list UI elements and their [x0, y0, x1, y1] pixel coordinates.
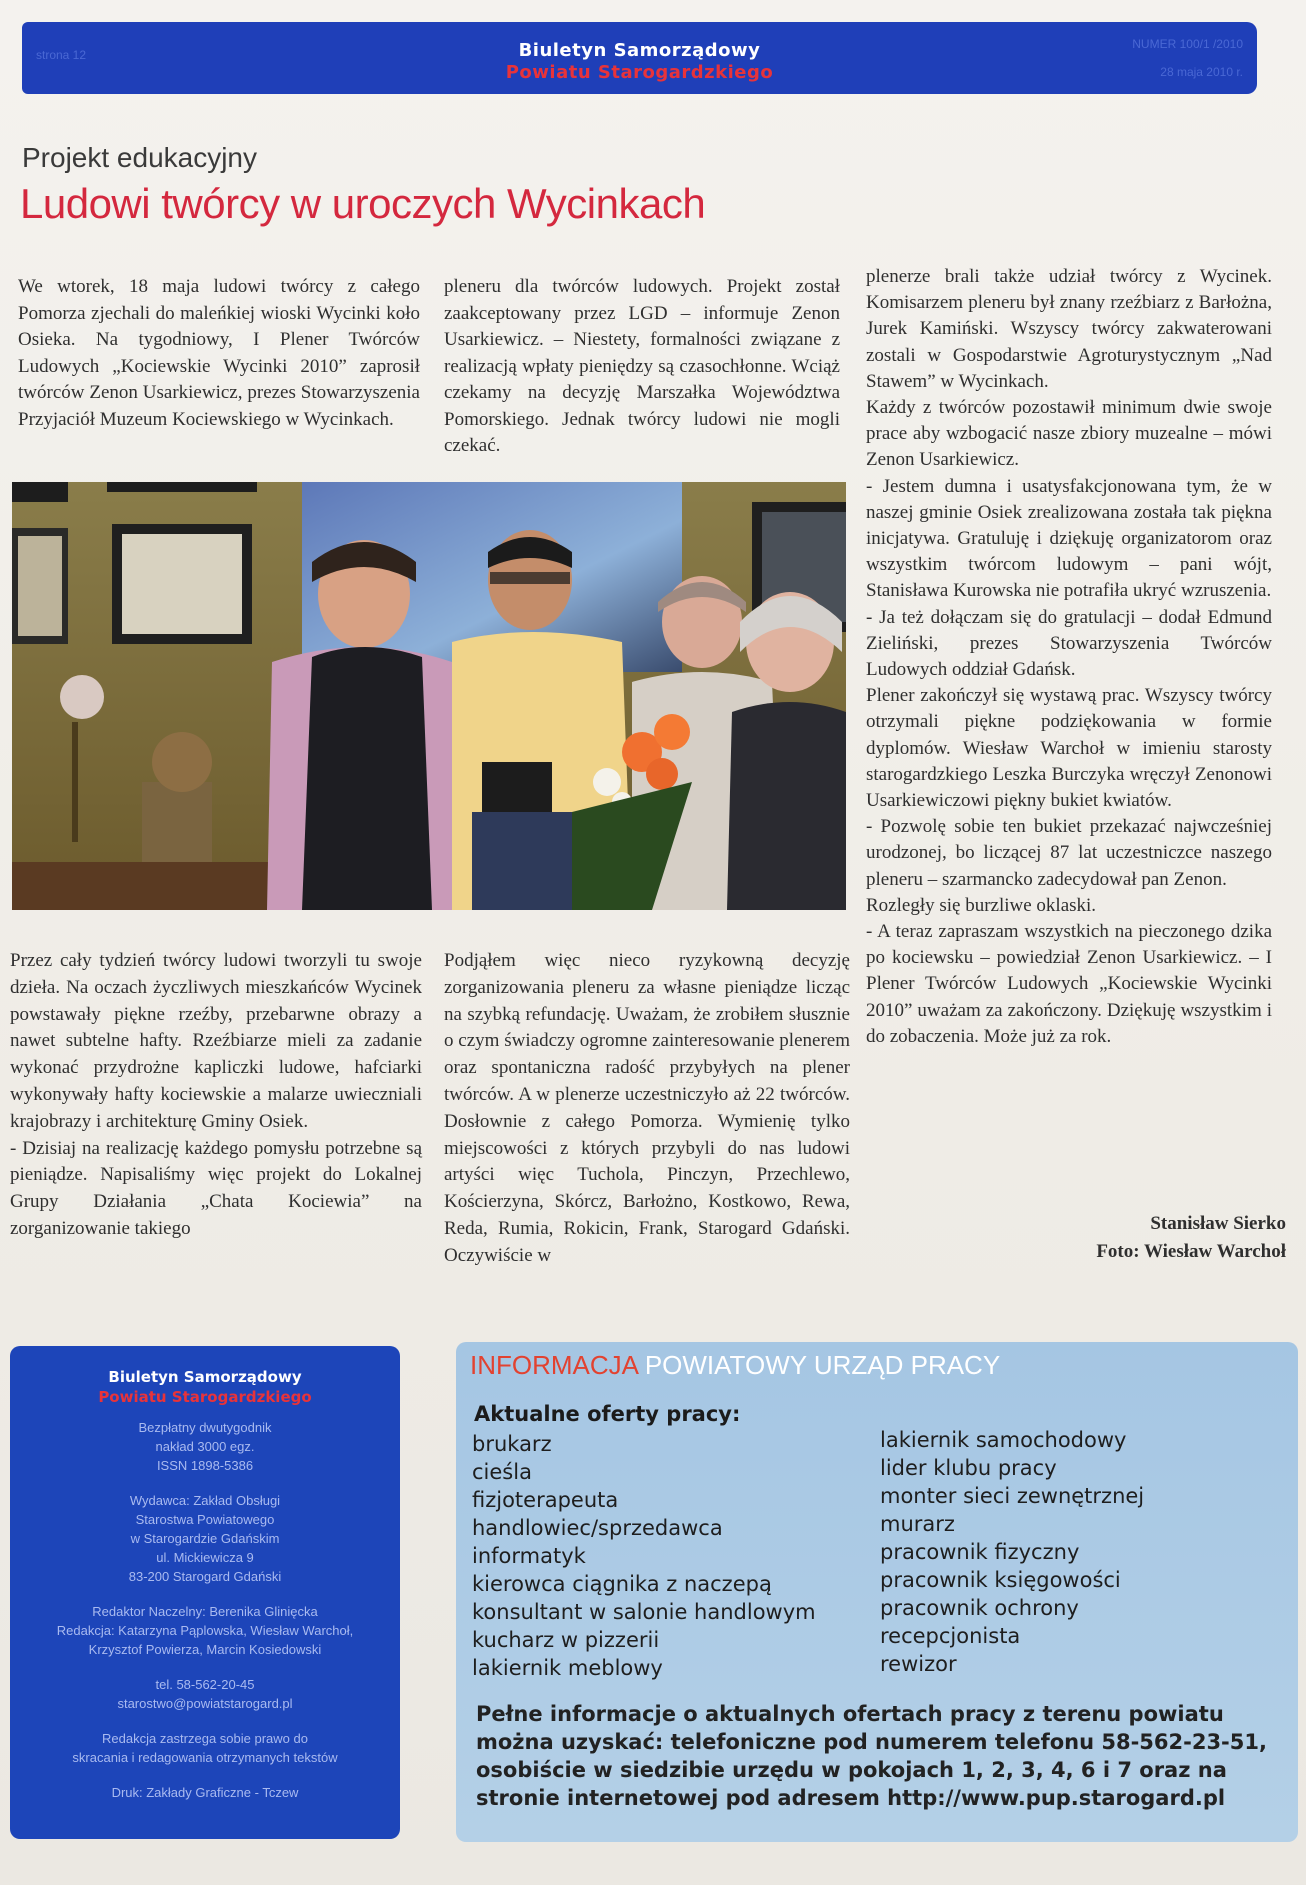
photo-illustration	[12, 482, 846, 910]
imprint-editors: Redaktor Naczelny: Berenika Glinięcka Redakcja: Katarzyna Pąplowska, Wiesław Warchoł, Krzysztof Powierza, Marcin Kosiedowski	[56, 1604, 354, 1657]
info-heading	[470, 1350, 1000, 1381]
job-list-right: lakiernik samochodowy lider klubu pracy monter sieci zewnętrznej murarz pracownik fizyczny pracownik księgowości pracownik ochrony recepcjonista rewizor	[880, 1428, 1145, 1676]
article-signature	[1096, 1210, 1286, 1266]
article-column-5	[444, 948, 850, 1270]
issue-date: 28 maja 2010 r.	[1160, 65, 1243, 79]
full-info-text: Pełne informacje o aktualnych ofertach pracy z terenu powiatu można uzyskać: telefoniczne pod numerem telefonu 58-562-23-51, osobiście w siedzibie urzędu w pokojach 1, 2, 3, 4, 6 i 7 oraz na stronie internetowej pod adresem http://www.pup.starogard.pl	[476, 1702, 1267, 1810]
article-kicker: Projekt edukacyjny	[22, 142, 258, 173]
imprint-printer: Druk: Zakłady Graficzne - Tczew	[111, 1785, 299, 1800]
photo-credit: Foto: Wiesław Warchoł	[1096, 1241, 1286, 1262]
issue-number: NUMER 100/1 /2010	[1132, 37, 1243, 51]
column-text: plenerze brali także udział twórcy z Wycinek. Komisarzem pleneru był znany rzeźbiarz z Barłożna, Jurek Kamiński. Wszyscy twórcy zakwaterowani zostali w Gospodarstwie Agroturystycznym „Nad Stawem” w Wycinkach. Każdy z twórców pozostawił minimum dwie swoje prace aby wzbogacić nasze zbiory muzealne – mówi Zenon Usarkiewicz. - Jestem dumna i usatysfakcjonowana tym, że w naszej gminie Osiek zrealizowana została tak piękna inicjatywa. Gratuluję i dziękuję organizatorom oraz wszystkim twórcom ludowym – pani wójt, Stanisława Kurowska nie potrafiła ukryć wzruszenia. - Ja też dołączam się do gratulacji – dodał Edmund Zieliński, prezes Stowarzyszenia Twórców Ludowych oddział Gdańsk. Plener zakończył się wystawą prac. Wszyscy twórcy otrzymali piękne podziękowania w formie dyplomów. Wiesław Warchoł w imieniu starosty starogardzkiego Leszka Burczyka wręczył Zenonowi Usarkiewiczowi piękny bukiet kwiatów. - Pozwolę sobie ten bukiet przekazać najwcześniej urodzonej, bo liczącej 87 lat uczestniczce naszego pleneru – szarmancko zadecydował pan Zenon. Rozległy się burzliwe oklaski. - A teraz zapraszam wszystkich na pieczonego dzika po kociewsku – powiedział Zenon Usarkiewicz. – I Plener Twórców Ludowych „Kociewskie Wycinki 2010” uważam za zakończony. Dziękuję wszystkim i do zobaczenia. Może już za rok.	[866, 266, 1272, 1047]
bulletin-subtitle: Powiatu Starogardzkiego	[505, 62, 774, 83]
article-photo	[12, 482, 846, 910]
job-offers-heading: Aktualne oferty pracy:	[474, 1402, 741, 1426]
column-text: We wtorek, 18 maja ludowi twórcy z całego Pomorza zjechali do maleńkiej wioski Wycinki koło Osieka. Na tygodniowy, I Plener Twórców Ludowych „Kociewskie Wycinki 2010” zaprosił twórców Zenon Usarkiewicz, prezes Stowarzyszenia Przyjaciół Muzeum Kociewskiego w Wycinkach.	[18, 276, 420, 430]
bulletin-title: Biuletyn Samorządowy	[518, 40, 761, 61]
article-headline: Ludowi twórcy w uroczych Wycinkach	[20, 180, 706, 227]
job-list-left: brukarz cieśla fizjoterapeuta handlowiec/sprzedawca informatyk kierowca ciągnika z naczepą konsultant w salonie handlowym kucharz w pizzerii lakiernik meblowy	[472, 1432, 816, 1680]
article-column-1	[18, 274, 420, 433]
imprint-box	[10, 1346, 400, 1839]
article-column-4	[10, 948, 422, 1243]
article-column-3	[866, 264, 1272, 1050]
imprint-disclaimer: Redakcja zastrzega sobie prawo do skracania i redagowania otrzymanych tekstów	[72, 1731, 338, 1765]
imprint-title: Biuletyn Samorządowy	[108, 1368, 302, 1386]
header-banner	[22, 22, 1257, 94]
job-info-box	[456, 1342, 1298, 1842]
column-text: Podjąłem więc nieco ryzykowną decyzję zorganizowania pleneru za własne pieniądze licząc na szybką refundację. Uważam, że zrobiłem słusznie o czym świadczy ogromne zainteresowanie plenerem oraz spontaniczna radość przybyłych na plener twórców. A w plenerze uczestniczyło aż 22 twórców. Dosłownie z całego Pomorza. Wymienię tylko miejscowości z których przybyli do nas ludowi artyści więc Tuchola, Pinczyn, Przechlewo, Kościerzyna, Skórcz, Barłożno, Kostkowo, Rewa, Reda, Rumia, Rokicin, Frank, Starogard Gdański. Oczywiście w	[444, 950, 850, 1266]
imprint-contact: tel. 58-562-20-45 starostwo@powiatstarogard.pl	[117, 1677, 293, 1711]
info-heading-office: POWIATOWY URZĄD PRACY	[644, 1350, 1001, 1380]
info-heading-label: INFORMACJA	[470, 1350, 638, 1380]
column-text: pleneru dla twórców ludowych. Projekt został zaakceptowany przez LGD – informuje Zenon Usarkiewicz. – Niestety, formalności związane z realizacją wpłaty pieniędzy są czasochłonne. Wciąż czekamy na decyzję Marszałka Województwa Pomorskiego. Jednak twórcy ludowi nie mogli czekać.	[444, 276, 840, 456]
author-name: Stanisław Sierko	[1150, 1213, 1286, 1234]
issue-info	[1132, 30, 1243, 86]
imprint-publication-info: Bezpłatny dwutygodnik nakład 3000 egz. ISSN 1898-5386	[138, 1420, 272, 1473]
page-label: strona 12	[36, 48, 87, 62]
column-text: Przez cały tydzień twórcy ludowi tworzyli tu swoje dzieła. Na oczach życzliwych mieszkańców Wycinek powstawały piękne rzeźby, przebarwne obrazy a nawet subtelne hafty. Rzeźbiarze mieli za zadanie wykonać przydrożne kapliczki ludowe, hafciarki wykonywały hafty kociewskie a malarze uwieczniali krajobrazy i architekturę Gminy Osiek. - Dzisiaj na realizację każdego pomysłu potrzebne są pieniądze. Napisaliśmy więc projekt do Lokalnej Grupy Działania „Chata Kociewia” na zorganizowanie takiego	[10, 950, 422, 1239]
article-column-2	[444, 274, 840, 460]
imprint-subtitle: Powiatu Starogardzkiego	[98, 1388, 312, 1406]
imprint-publisher: Wydawca: Zakład Obsługi Starostwa Powiatowego w Starogardzie Gdańskim ul. Mickiewicza 9 83-200 Starogard Gdański	[128, 1493, 282, 1584]
